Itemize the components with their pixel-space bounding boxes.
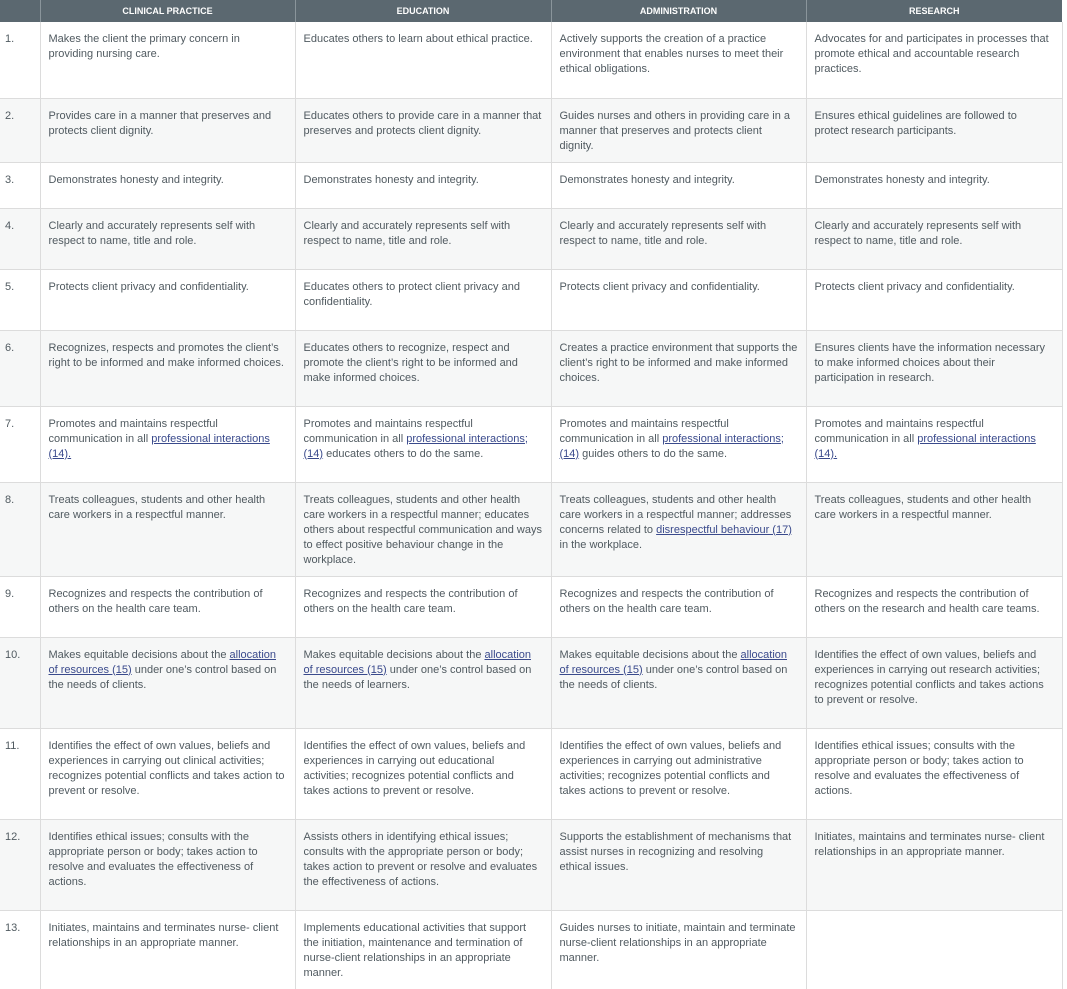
cell-administration	[551, 269, 806, 330]
cell-text: Clearly and accurately represents self with respect to name, title and role.	[303, 219, 511, 247]
cell-text: under one’s control based on the needs of clients.	[559, 663, 788, 691]
cell-research	[806, 208, 1062, 269]
reference-link[interactable]: professional interactions (14).	[48, 432, 270, 460]
header-clinical-practice: CLINICAL PRACTICE	[40, 0, 295, 22]
cell-text: Makes the client the primary concern in providing nursing care.	[48, 33, 240, 60]
cell-research	[806, 576, 1062, 637]
header-administration: ADMINISTRATION	[551, 0, 806, 22]
cell-administration	[551, 208, 806, 269]
row-number: 1.	[0, 22, 40, 98]
cell-text: Implements educational activities that support the initiation, maintenance and termination of nurse-client relationships in an appropriate manner.	[303, 921, 527, 979]
cell-text: Educates others to protect client privacy and confidentiality.	[303, 280, 520, 308]
table-header	[0, 0, 1062, 22]
reference-link[interactable]: professional interactions; (14)	[559, 432, 784, 460]
cell-text: Identifies ethical issues; consults with the appropriate person or body; takes action to resolve and evaluates the effectiveness of actions.	[48, 830, 258, 888]
cell-text: Provides care in a manner that preserves and protects client dignity.	[48, 109, 272, 137]
cell-text: Recognizes, respects and promotes the client’s right to be informed and make informed choices.	[48, 341, 284, 369]
cell-research	[806, 637, 1062, 728]
cell-administration	[551, 330, 806, 406]
cell-text: guides others to do the same.	[579, 447, 728, 460]
row-number: 3.	[0, 162, 40, 208]
cell-clinical-practice	[40, 208, 295, 269]
row-number: 8.	[0, 482, 40, 576]
cell-research	[806, 819, 1062, 910]
header-research: RESEARCH	[806, 0, 1062, 22]
cell-text: Identifies ethical issues; consults with the appropriate person or body; takes action to resolve and evaluates the effectiveness of actions.	[814, 739, 1024, 797]
cell-administration	[551, 406, 806, 482]
cell-text: Guides nurses to initiate, maintain and terminate nurse-client relationships in an appropriate manner.	[559, 921, 796, 964]
cell-text: Treats colleagues, students and other health care workers in a respectful manner.	[814, 493, 1032, 521]
header-education: EDUCATION	[295, 0, 551, 22]
row-number: 5.	[0, 269, 40, 330]
cell-text: Treats colleagues, students and other health care workers in a respectful manner.	[48, 493, 266, 521]
table-row	[0, 637, 1062, 728]
cell-education	[295, 482, 551, 576]
reference-link[interactable]: allocation of resources (15)	[559, 648, 787, 676]
cell-text: Makes equitable decisions about the	[559, 648, 741, 661]
table-row	[0, 22, 1062, 98]
row-number: 6.	[0, 330, 40, 406]
reference-link[interactable]: professional interactions (14).	[814, 432, 1036, 460]
cell-administration	[551, 637, 806, 728]
cell-text: Actively supports the creation of a practice environment that enables nurses to meet their ethical obligations.	[559, 33, 784, 75]
cell-text: Recognizes and respects the contribution of others on the research and health care teams.	[814, 587, 1040, 615]
cell-text: Educates others to provide care in a manner that preserves and protects client dignity.	[303, 109, 542, 137]
reference-link[interactable]: disrespectful behaviour (17)	[656, 523, 792, 536]
cell-text: Guides nurses and others in providing care in a manner that preserves and protects client dignity.	[559, 109, 791, 152]
cell-research	[806, 406, 1062, 482]
cell-text: Demonstrates honesty and integrity.	[814, 173, 990, 186]
cell-text: Treats colleagues, students and other health care workers in a respectful manner; addresses concerns related to	[559, 493, 792, 536]
cell-text: Demonstrates honesty and integrity.	[559, 173, 735, 186]
table-row	[0, 728, 1062, 819]
table-row	[0, 208, 1062, 269]
row-number: 7.	[0, 406, 40, 482]
cell-clinical-practice	[40, 22, 295, 98]
cell-education	[295, 728, 551, 819]
cell-clinical-practice	[40, 637, 295, 728]
table-row	[0, 576, 1062, 637]
cell-text: Demonstrates honesty and integrity.	[48, 173, 224, 186]
cell-clinical-practice	[40, 330, 295, 406]
table-row	[0, 162, 1062, 208]
cell-education	[295, 406, 551, 482]
cell-text: Promotes and maintains respectful communication in all	[48, 417, 218, 445]
cell-text: Makes equitable decisions about the	[303, 648, 485, 661]
cell-clinical-practice	[40, 406, 295, 482]
cell-text: Treats colleagues, students and other health care workers in a respectful manner; educates others about respectful communication and ways to effect positive behaviour change in the workplace.	[303, 493, 542, 566]
cell-text: Recognizes and respects the contribution of others on the health care team.	[559, 587, 774, 615]
cell-administration	[551, 98, 806, 162]
row-number: 12.	[0, 819, 40, 910]
table-row	[0, 269, 1062, 330]
cell-clinical-practice	[40, 728, 295, 819]
cell-text: Creates a practice environment that supports the client’s right to be informed and make informed choices.	[559, 341, 798, 384]
table-row	[0, 330, 1062, 406]
cell-administration	[551, 910, 806, 989]
header-row	[0, 0, 1062, 22]
cell-clinical-practice	[40, 910, 295, 989]
cell-text: Identifies the effect of own values, beliefs and experiences in carrying out educational activities; recognizes potential conflicts and takes actions to prevent or resolve.	[303, 739, 526, 797]
table-row	[0, 406, 1062, 482]
cell-administration	[551, 576, 806, 637]
cell-text: Advocates for and participates in processes that promote ethical and accountable research practices.	[814, 33, 1049, 75]
row-number: 11.	[0, 728, 40, 819]
table-row	[0, 910, 1062, 989]
cell-text: Promotes and maintains respectful communication in all	[814, 417, 984, 445]
cell-research	[806, 330, 1062, 406]
cell-research	[806, 482, 1062, 576]
table-row	[0, 819, 1062, 910]
cell-clinical-practice	[40, 98, 295, 162]
row-number: 9.	[0, 576, 40, 637]
cell-education	[295, 330, 551, 406]
cell-clinical-practice	[40, 482, 295, 576]
cell-text: Protects client privacy and confidentiality.	[814, 280, 1015, 293]
cell-text: Recognizes and respects the contribution of others on the health care team.	[303, 587, 518, 615]
header-number	[0, 0, 40, 22]
cell-text: in the workplace.	[559, 538, 643, 551]
cell-text: Educates others to learn about ethical practice.	[303, 33, 533, 45]
table-row	[0, 482, 1062, 576]
reference-link[interactable]: allocation of resources (15)	[48, 648, 276, 676]
cell-text: under one’s control based on the needs of clients.	[48, 663, 277, 691]
cell-text: Makes equitable decisions about the	[48, 648, 230, 661]
cell-text: educates others to do the same.	[323, 447, 484, 460]
cell-text: Educates others to recognize, respect and promote the client’s right to be informed and make informed choices.	[303, 341, 518, 384]
cell-text: under one’s control based on the needs of learners.	[303, 663, 532, 691]
cell-education	[295, 637, 551, 728]
cell-text: Initiates, maintains and terminates nurse- client relationships in an appropriate manner.	[48, 921, 279, 949]
row-number: 13.	[0, 910, 40, 989]
cell-administration	[551, 162, 806, 208]
cell-text: Protects client privacy and confidentiality.	[559, 280, 760, 293]
row-number: 10.	[0, 637, 40, 728]
cell-research	[806, 162, 1062, 208]
cell-text: Ensures clients have the information necessary to make informed choices about their participation in research.	[814, 341, 1046, 384]
cell-education	[295, 576, 551, 637]
cell-text: Identifies the effect of own values, beliefs and experiences in carrying out administrative activities; recognizes potential conflicts and takes actions to prevent or resolve.	[559, 739, 782, 797]
cell-text: Clearly and accurately represents self with respect to name, title and role.	[814, 219, 1022, 247]
cell-text: Promotes and maintains respectful communication in all	[559, 417, 729, 445]
cell-text: Supports the establishment of mechanisms that assist nurses in recognizing and resolving ethical issues.	[559, 830, 792, 873]
cell-text: Ensures ethical guidelines are followed to protect research participants.	[814, 109, 1017, 137]
table-body	[0, 22, 1062, 989]
cell-administration	[551, 22, 806, 98]
table-row	[0, 98, 1062, 162]
cell-research	[806, 22, 1062, 98]
cell-text: Assists others in identifying ethical issues; consults with the appropriate person or body; takes action to prevent or resolve and evaluates the effectiveness of actions.	[303, 830, 538, 888]
row-number: 4.	[0, 208, 40, 269]
cell-administration	[551, 819, 806, 910]
cell-clinical-practice	[40, 576, 295, 637]
cell-text: Clearly and accurately represents self with respect to name, title and role.	[48, 219, 256, 247]
cell-text: Promotes and maintains respectful communication in all	[303, 417, 473, 445]
cell-clinical-practice	[40, 269, 295, 330]
cell-education	[295, 22, 551, 98]
cell-text: Recognizes and respects the contribution of others on the health care team.	[48, 587, 263, 615]
cell-clinical-practice	[40, 162, 295, 208]
cell-text: Demonstrates honesty and integrity.	[303, 173, 479, 186]
cell-education	[295, 910, 551, 989]
cell-education	[295, 819, 551, 910]
cell-education	[295, 162, 551, 208]
cell-education	[295, 269, 551, 330]
cell-research	[806, 910, 1062, 989]
cell-text: Identifies the effect of own values, beliefs and experiences in carrying out research activities; recognizes potential conflicts and takes actions to prevent or resolve.	[814, 648, 1044, 706]
row-number: 2.	[0, 98, 40, 162]
reference-link[interactable]: professional interactions; (14)	[303, 432, 528, 460]
cell-research	[806, 728, 1062, 819]
cell-research	[806, 269, 1062, 330]
cell-administration	[551, 482, 806, 576]
reference-link[interactable]: allocation of resources (15)	[303, 648, 531, 676]
cell-administration	[551, 728, 806, 819]
cell-clinical-practice	[40, 819, 295, 910]
cell-education	[295, 98, 551, 162]
cell-research	[806, 98, 1062, 162]
cell-text: Protects client privacy and confidentiality.	[48, 280, 249, 293]
cell-text: Identifies the effect of own values, beliefs and experiences in carrying out clinical activities; recognizes potential conflicts and takes action to prevent or resolve.	[48, 739, 285, 797]
cell-text: Clearly and accurately represents self with respect to name, title and role.	[559, 219, 767, 247]
cell-text: Initiates, maintains and terminates nurse- client relationships in an appropriate manner.	[814, 830, 1045, 858]
cell-education	[295, 208, 551, 269]
